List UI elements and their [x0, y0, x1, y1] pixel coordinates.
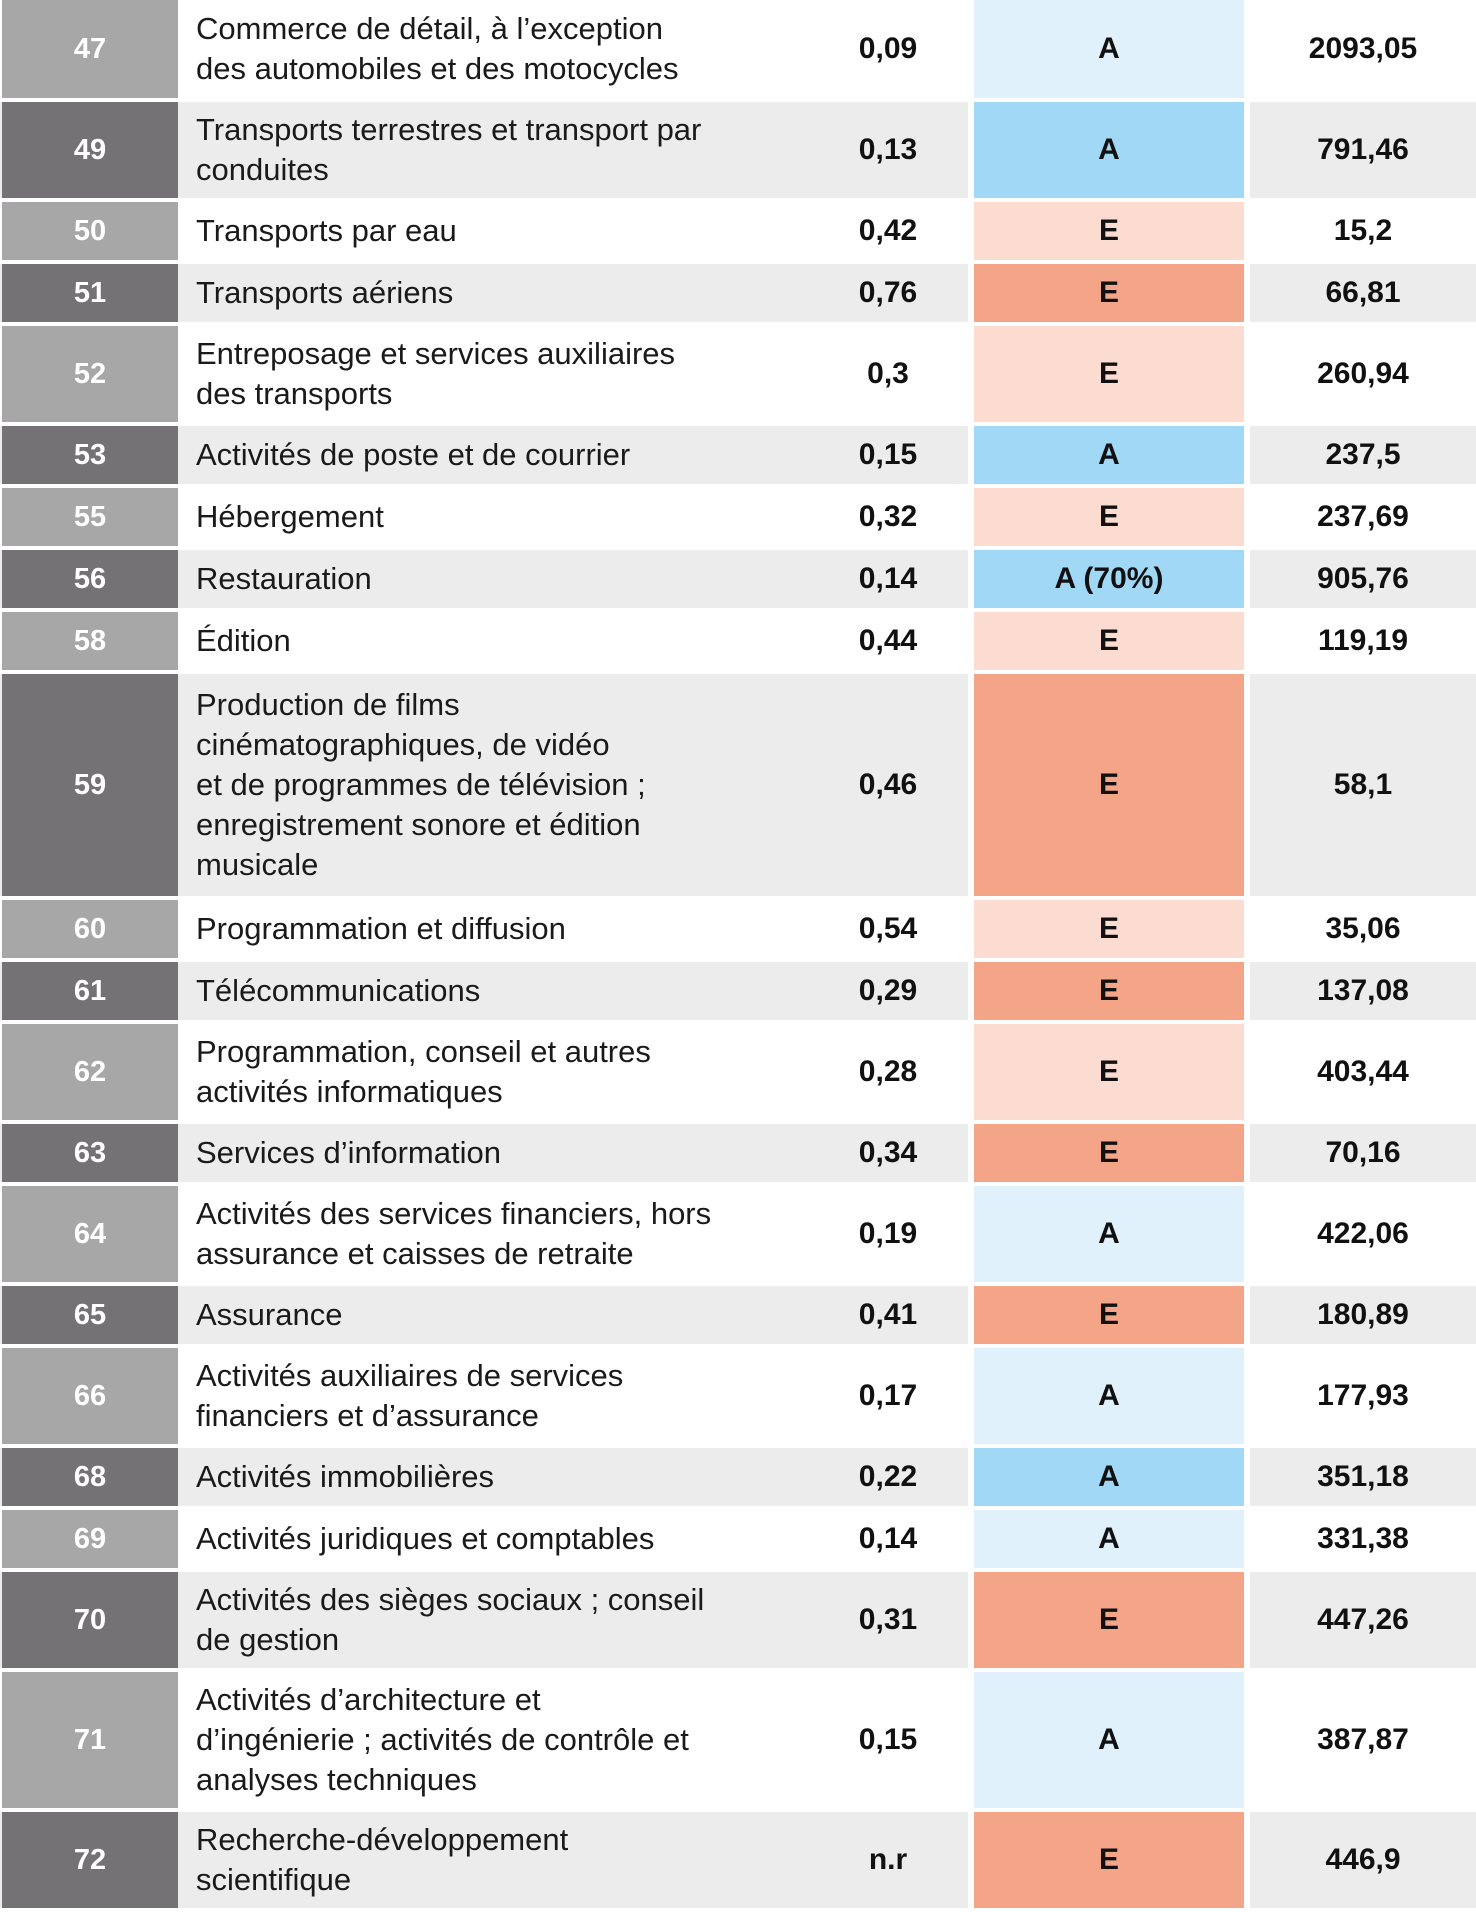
sector-category: A	[974, 1672, 1244, 1808]
sector-code: 56	[2, 550, 178, 608]
sector-value: 0,15	[808, 426, 968, 484]
table-row	[0, 1186, 1476, 1282]
sector-label: Activités des services financiers, hors assurance et caisses de retraite	[180, 1186, 808, 1282]
table-row	[0, 550, 1476, 608]
table-row	[0, 426, 1476, 484]
sector-amount: 403,44	[1250, 1024, 1476, 1120]
sector-label: Transports par eau	[180, 202, 808, 260]
sector-amount: 387,87	[1250, 1672, 1476, 1808]
table-row	[0, 962, 1476, 1020]
sector-label: Activités auxiliaires de services financiers et d’assurance	[180, 1348, 808, 1444]
sector-category: E	[974, 1024, 1244, 1120]
table-row	[0, 264, 1476, 322]
sector-label: Activités juridiques et comptables	[180, 1510, 808, 1568]
sector-value: 0,31	[808, 1572, 968, 1668]
sector-code: 65	[2, 1286, 178, 1344]
sector-code: 55	[2, 488, 178, 546]
table-row	[0, 900, 1476, 958]
sector-value: 0,34	[808, 1124, 968, 1182]
table-row	[0, 1812, 1476, 1908]
table-row	[0, 1510, 1476, 1568]
table-row	[0, 1024, 1476, 1120]
sector-value: 0,09	[808, 0, 968, 98]
sector-code: 62	[2, 1024, 178, 1120]
sector-amount: 905,76	[1250, 550, 1476, 608]
sector-amount: 791,46	[1250, 102, 1476, 198]
sector-label: Activités de poste et de courrier	[180, 426, 808, 484]
sector-label: Production de films cinématographiques, de vidéo et de programmes de télévision ; enregistrement sonore et édition musicale	[180, 674, 808, 896]
sector-category: A	[974, 426, 1244, 484]
sector-amount: 70,16	[1250, 1124, 1476, 1182]
sector-amount: 260,94	[1250, 326, 1476, 422]
sector-category: A	[974, 1348, 1244, 1444]
sector-amount: 331,38	[1250, 1510, 1476, 1568]
sector-amount: 177,93	[1250, 1348, 1476, 1444]
sector-amount: 447,26	[1250, 1572, 1476, 1668]
sector-amount: 446,9	[1250, 1812, 1476, 1908]
sector-category: E	[974, 488, 1244, 546]
sector-value: 0,41	[808, 1286, 968, 1344]
sector-code: 59	[2, 674, 178, 896]
sector-label: Restauration	[180, 550, 808, 608]
sector-value: 0,76	[808, 264, 968, 322]
table-row	[0, 326, 1476, 422]
sector-label: Édition	[180, 612, 808, 670]
sector-code: 47	[2, 0, 178, 98]
sector-category: E	[974, 1572, 1244, 1668]
sector-code: 70	[2, 1572, 178, 1668]
sector-code: 58	[2, 612, 178, 670]
sector-amount: 237,69	[1250, 488, 1476, 546]
sector-code: 66	[2, 1348, 178, 1444]
sector-amount: 180,89	[1250, 1286, 1476, 1344]
sector-amount: 237,5	[1250, 426, 1476, 484]
sector-amount: 2093,05	[1250, 0, 1476, 98]
table-row	[0, 1124, 1476, 1182]
sector-amount: 35,06	[1250, 900, 1476, 958]
sector-label: Entreposage et services auxiliaires des transports	[180, 326, 808, 422]
sector-value: n.r	[808, 1812, 968, 1908]
sector-value: 0,22	[808, 1448, 968, 1506]
table-row	[0, 1286, 1476, 1344]
sector-code: 68	[2, 1448, 178, 1506]
sector-code: 72	[2, 1812, 178, 1908]
sector-category: E	[974, 962, 1244, 1020]
sector-code: 69	[2, 1510, 178, 1568]
sector-label: Recherche-développement scientifique	[180, 1812, 808, 1908]
sector-code: 61	[2, 962, 178, 1020]
sector-amount: 58,1	[1250, 674, 1476, 896]
sector-label: Commerce de détail, à l’exception des automobiles et des motocycles	[180, 0, 808, 98]
table-row	[0, 488, 1476, 546]
sector-amount: 137,08	[1250, 962, 1476, 1020]
sector-label: Hébergement	[180, 488, 808, 546]
sector-value: 0,54	[808, 900, 968, 958]
sector-label: Programmation et diffusion	[180, 900, 808, 958]
sector-category: A	[974, 102, 1244, 198]
sector-code: 51	[2, 264, 178, 322]
sector-code: 64	[2, 1186, 178, 1282]
sector-value: 0,46	[808, 674, 968, 896]
sector-category: A	[974, 1510, 1244, 1568]
sector-label: Activités d’architecture et d’ingénierie ; activités de contrôle et analyses techniques	[180, 1672, 808, 1808]
sector-amount: 119,19	[1250, 612, 1476, 670]
sector-label: Activités immobilières	[180, 1448, 808, 1506]
sector-value: 0,17	[808, 1348, 968, 1444]
sector-category: E	[974, 264, 1244, 322]
sector-category: A	[974, 0, 1244, 98]
table-row	[0, 0, 1476, 98]
sector-category: A	[974, 1448, 1244, 1506]
sector-label: Programmation, conseil et autres activités informatiques	[180, 1024, 808, 1120]
table-row	[0, 102, 1476, 198]
table-row	[0, 1348, 1476, 1444]
sector-value: 0,44	[808, 612, 968, 670]
sector-code: 50	[2, 202, 178, 260]
sector-code: 52	[2, 326, 178, 422]
sector-category: E	[974, 900, 1244, 958]
sector-label: Activités des sièges sociaux ; conseil de gestion	[180, 1572, 808, 1668]
sector-code: 71	[2, 1672, 178, 1808]
sector-category: E	[974, 674, 1244, 896]
sector-code: 53	[2, 426, 178, 484]
table-row	[0, 1672, 1476, 1808]
sector-code: 60	[2, 900, 178, 958]
sector-category: E	[974, 1286, 1244, 1344]
sector-label: Transports terrestres et transport par conduites	[180, 102, 808, 198]
sector-value: 0,14	[808, 550, 968, 608]
sector-category: E	[974, 202, 1244, 260]
table-row	[0, 202, 1476, 260]
sector-amount: 15,2	[1250, 202, 1476, 260]
sector-value: 0,19	[808, 1186, 968, 1282]
sector-value: 0,3	[808, 326, 968, 422]
sector-value: 0,42	[808, 202, 968, 260]
sector-category: E	[974, 612, 1244, 670]
sector-amount: 422,06	[1250, 1186, 1476, 1282]
sector-label: Télécommunications	[180, 962, 808, 1020]
sector-value: 0,14	[808, 1510, 968, 1568]
sector-value: 0,13	[808, 102, 968, 198]
sector-code: 63	[2, 1124, 178, 1182]
table-row	[0, 1572, 1476, 1668]
sector-category: E	[974, 326, 1244, 422]
sector-value: 0,29	[808, 962, 968, 1020]
sector-label: Transports aériens	[180, 264, 808, 322]
table-row	[0, 612, 1476, 670]
sector-amount: 351,18	[1250, 1448, 1476, 1506]
sector-label: Services d’information	[180, 1124, 808, 1182]
sector-value: 0,32	[808, 488, 968, 546]
sector-value: 0,28	[808, 1024, 968, 1120]
sector-label: Assurance	[180, 1286, 808, 1344]
sector-value: 0,15	[808, 1672, 968, 1808]
table-row	[0, 1448, 1476, 1506]
sector-code: 49	[2, 102, 178, 198]
sector-category: E	[974, 1124, 1244, 1182]
table-row	[0, 674, 1476, 896]
sector-amount: 66,81	[1250, 264, 1476, 322]
sector-category: A	[974, 1186, 1244, 1282]
sector-category: E	[974, 1812, 1244, 1908]
sector-category: A (70%)	[974, 550, 1244, 608]
